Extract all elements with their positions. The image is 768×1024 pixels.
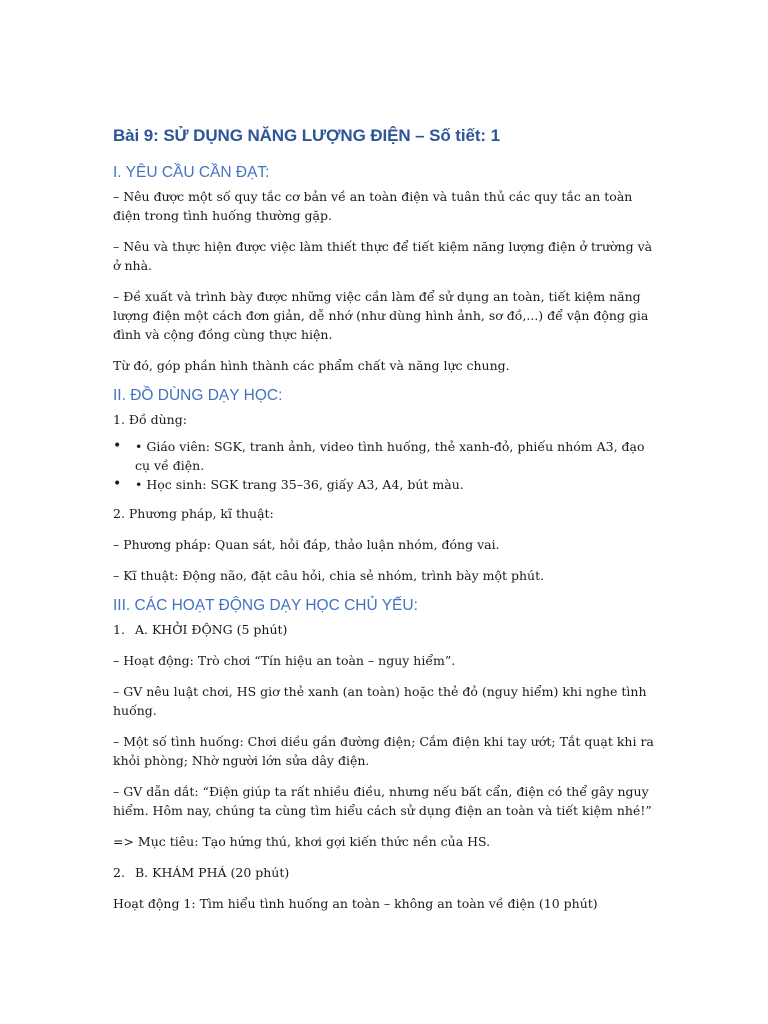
section-heading-activities: III. CÁC HOẠT ĐỘNG DẠY HỌC CHỦ YẾU: xyxy=(113,597,418,614)
list-item-text: • Giáo viên: SGK, tranh ảnh, video tình huống, thẻ xanh-đỏ, phiếu nhóm A3, đạo cụ về điện. xyxy=(135,439,645,473)
item-number: 2. xyxy=(113,865,125,880)
subheading: 2. Phương pháp, kĩ thuật: xyxy=(113,506,274,521)
paragraph: – Nêu và thực hiện được việc làm thiết thực để tiết kiệm năng lượng điện ở trường và ở nhà. xyxy=(113,239,653,273)
paragraph: => Mục tiêu: Tạo hứng thú, khơi gợi kiến thức nền của HS. xyxy=(113,834,491,849)
paragraph: – Phương pháp: Quan sát, hỏi đáp, thảo luận nhóm, đóng vai. xyxy=(113,537,500,552)
paragraph: – GV dẫn dắt: “Điện giúp ta rất nhiều điều, nhưng nếu bất cẩn, điện có thể gây nguy hiểm. Hôm nay, chúng ta cùng tìm hiểu cách sử dụng điện an toàn và tiết kiệm nhé!” xyxy=(113,784,652,818)
list-item-text: • Học sinh: SGK trang 35–36, giấy A3, A4, bút màu. xyxy=(135,477,464,492)
item-number: 1. xyxy=(113,622,125,637)
numbered-item xyxy=(113,620,658,639)
lesson-title: Bài 9: SỬ DỤNG NĂNG LƯỢNG ĐIỆN – Số tiết: 1 xyxy=(113,126,500,145)
list-item xyxy=(113,475,658,494)
paragraph: – Nêu được một số quy tắc cơ bản về an toàn điện và tuân thủ các quy tắc an toàn điện trong tình huống thường gặp. xyxy=(113,189,633,223)
document-body xyxy=(113,126,658,925)
list-item xyxy=(113,437,658,475)
item-text: A. KHỞI ĐỘNG (5 phút) xyxy=(135,622,288,637)
section-heading-requirements: I. YÊU CẦU CẦN ĐẠT: xyxy=(113,164,270,181)
paragraph: Hoạt động 1: Tìm hiểu tình huống an toàn – không an toàn về điện (10 phút) xyxy=(113,896,598,911)
section-heading-materials: II. ĐỒ DÙNG DẠY HỌC: xyxy=(113,387,283,404)
paragraph: – GV nêu luật chơi, HS giơ thẻ xanh (an toàn) hoặc thẻ đỏ (nguy hiểm) khi nghe tình huống. xyxy=(113,684,647,718)
item-text: B. KHÁM PHÁ (20 phút) xyxy=(135,865,290,880)
bullet-icon: • xyxy=(113,476,122,492)
paragraph: – Kĩ thuật: Động não, đặt câu hỏi, chia sẻ nhóm, trình bày một phút. xyxy=(113,568,545,583)
bullet-icon: • xyxy=(113,438,122,454)
paragraph: – Một số tình huống: Chơi diều gần đường điện; Cắm điện khi tay ướt; Tắt quạt khi ra khỏi phòng; Nhờ người lớn sửa dây điện. xyxy=(113,734,654,768)
materials-list xyxy=(113,437,658,494)
numbered-item xyxy=(113,863,658,882)
paragraph: – Đề xuất và trình bày được những việc cần làm để sử dụng an toàn, tiết kiệm năng lượng điện một cách đơn giản, dễ nhớ (như dùng hình ảnh, sơ đồ,...) để vận động gia đình và cộng đồng cùng thực hiện. xyxy=(113,289,649,342)
subheading: 1. Đồ dùng: xyxy=(113,412,187,427)
paragraph: Từ đó, góp phần hình thành các phẩm chất và năng lực chung. xyxy=(113,358,510,373)
paragraph: – Hoạt động: Trò chơi “Tín hiệu an toàn – nguy hiểm”. xyxy=(113,653,456,668)
